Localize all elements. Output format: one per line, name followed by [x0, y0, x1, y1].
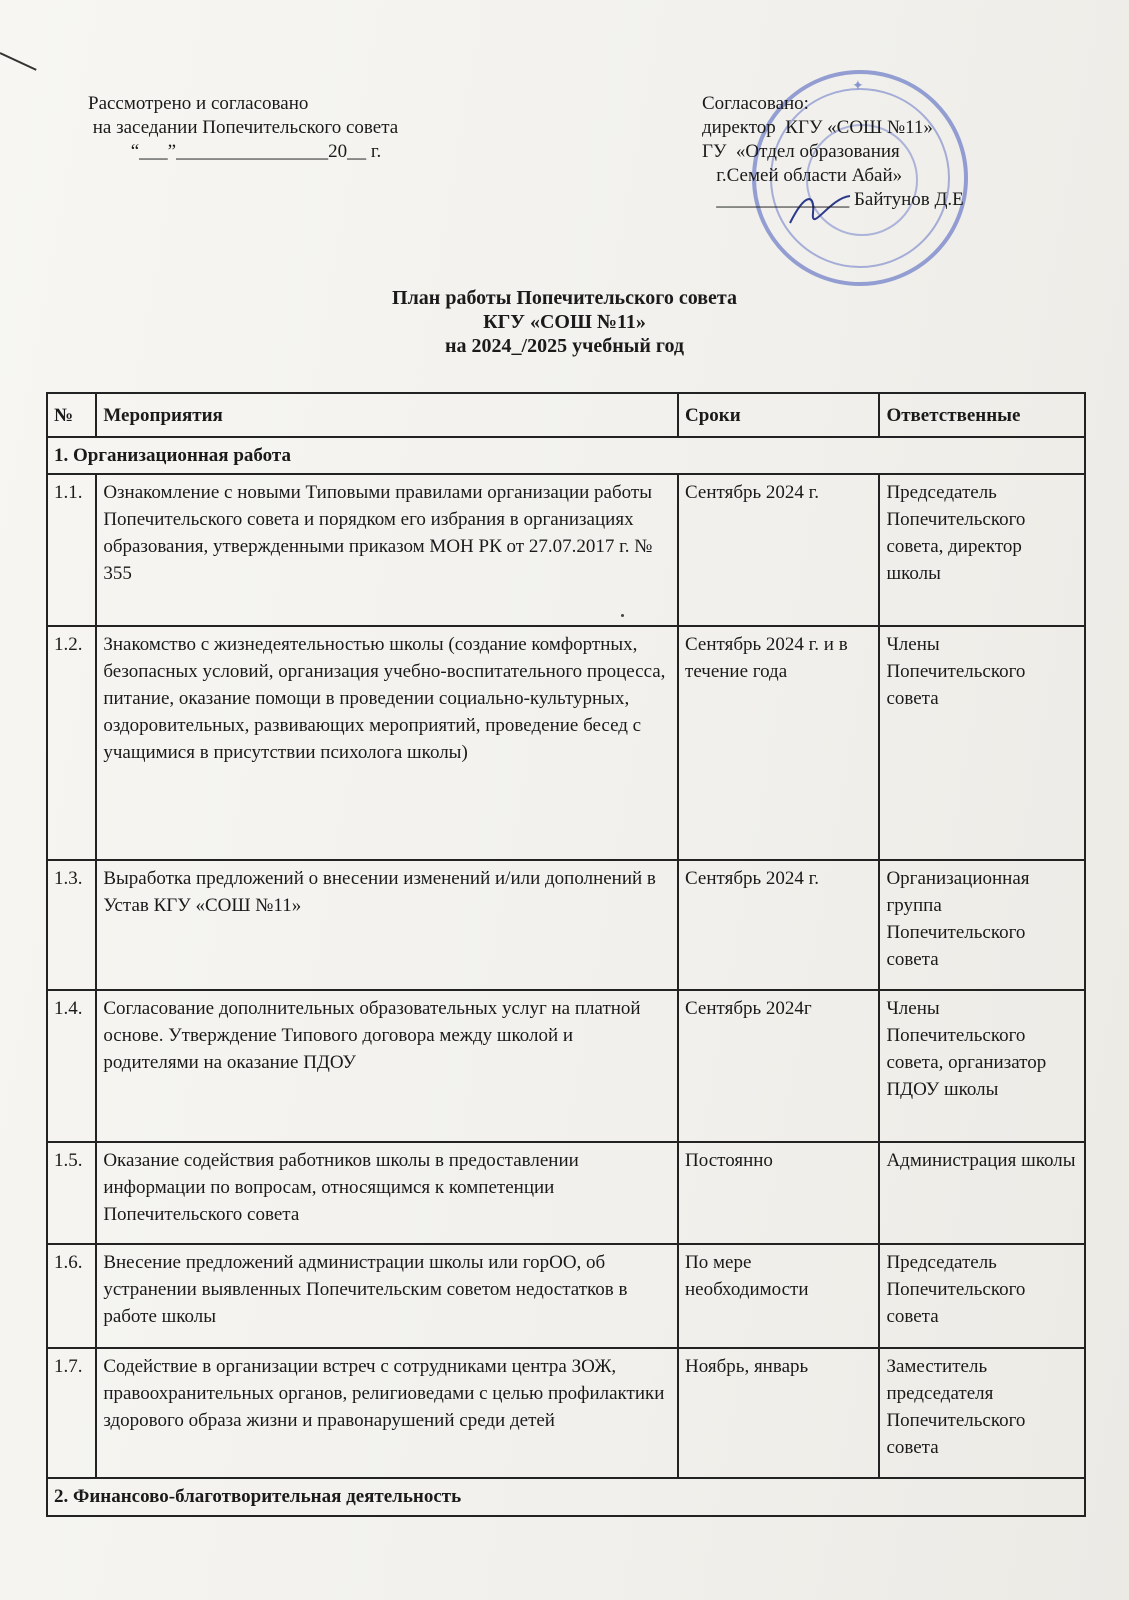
table-row [47, 1142, 1085, 1244]
header-right-line4: г.Семей области Абай» [702, 165, 903, 186]
table-row [47, 474, 1085, 626]
title-line2: КГУ «СОШ №11» [483, 311, 646, 333]
row-activity: Внесение предложений администрации школы или горОО, об устранении выявленных Попечительским советом недостатков в работе школы [96, 1244, 678, 1348]
row-responsible: Председатель Попечительского совета, директор школы [879, 474, 1085, 626]
section-title: 2. Финансово-благотворительная деятельность [47, 1478, 1085, 1516]
row-num: 1.2. [47, 626, 96, 860]
row-responsible: Председатель Попечительского совета [879, 1244, 1085, 1348]
table-row [47, 1244, 1085, 1348]
row-activity: Содействие в организации встреч с сотрудниками центра ЗОЖ, правоохранительных органов, религиоведами с целью профилактики здорового образа жизни и правонарушений среди детей [96, 1348, 678, 1478]
row-date: Постоянно [678, 1142, 879, 1244]
header-responsible: Ответственные [879, 393, 1085, 437]
header-left-line3: “___”________________20__ г. [88, 141, 382, 162]
row-responsible: Заместитель председателя Попечительского совета [879, 1348, 1085, 1478]
row-responsible: Члены Попечительского совета [879, 626, 1085, 860]
row-num: 1.7. [47, 1348, 96, 1478]
row-activity: Согласование дополнительных образовательных услуг на платной основе. Утверждение Типового договора между школой и родителями на оказание ПДОУ [96, 990, 678, 1142]
stamp-star-icon: ✦ [852, 79, 864, 94]
row-date: Сентябрь 2024 г. [678, 474, 879, 626]
row-activity: Ознакомление с новыми Типовыми правилами организации работы Попечительского совета и порядком его избрания в организациях образования, утвержденными приказом МОН РК от 27.07.2017 г. № 355 [96, 474, 678, 626]
row-activity: Знакомство с жизнедеятельностью школы (создание комфортных, безопасных условий, организация учебно-воспитательного процесса, питание, оказание помощи в проведении социально-культурных, оздоровительных, развивающих мероприятий, проведение бесед с учащимися в присутствии психолога школы) [96, 626, 678, 860]
header-right-block [702, 92, 1082, 212]
row-responsible: Администрация школы [879, 1142, 1085, 1244]
row-activity: Выработка предложений о внесении изменений и/или дополнений в Устав КГУ «СОШ №11» [96, 860, 678, 990]
header-date: Сроки [678, 393, 879, 437]
row-responsible: Члены Попечительского совета, организатор ПДОУ школы [879, 990, 1085, 1142]
table-row [47, 1348, 1085, 1478]
row-num: 1.3. [47, 860, 96, 990]
table-row [47, 626, 1085, 860]
header-left-line1: Рассмотрено и согласовано [88, 93, 309, 114]
row-responsible: Организационная группа Попечительского совета [879, 860, 1085, 990]
table-header-row [47, 393, 1085, 437]
header-left-line2: на заседании Попечительского совета [88, 117, 399, 138]
header-left-block [88, 92, 608, 164]
header-right-line5: ______________ Байтунов Д.Е [702, 189, 964, 210]
title-line3: на 2024_/2025 учебный год [444, 335, 685, 357]
header-num: № [47, 393, 96, 437]
header-right-line2: директор КГУ «СОШ №11» [702, 117, 933, 138]
section-title: 1. Организационная работа [47, 437, 1085, 474]
row-num: 1.6. [47, 1244, 96, 1348]
row-date: Ноябрь, январь [678, 1348, 879, 1478]
header-activity: Мероприятия [96, 393, 678, 437]
title-line1: План работы Попечительского совета [392, 287, 737, 309]
plan-table [46, 392, 1086, 1517]
header-right-line3: ГУ «Отдел образования [702, 141, 900, 162]
row-activity: Оказание содействия работников школы в предоставлении информации по вопросам, относящимся к компетенции Попечительского совета [96, 1142, 678, 1244]
row-num: 1.1. [47, 474, 96, 626]
row-date: Сентябрь 2024 г. и в течение года [678, 626, 879, 860]
header-right-line1: Согласовано: [702, 93, 809, 114]
ink-dot [621, 614, 624, 617]
table-row [47, 860, 1085, 990]
row-num: 1.5. [47, 1142, 96, 1244]
row-date: Сентябрь 2024 г. [678, 860, 879, 990]
section-row [47, 437, 1085, 474]
section-row [47, 1478, 1085, 1516]
row-date: По мере необходимости [678, 1244, 879, 1348]
table-row [47, 990, 1085, 1142]
row-date: Сентябрь 2024г [678, 990, 879, 1142]
row-num: 1.4. [47, 990, 96, 1142]
